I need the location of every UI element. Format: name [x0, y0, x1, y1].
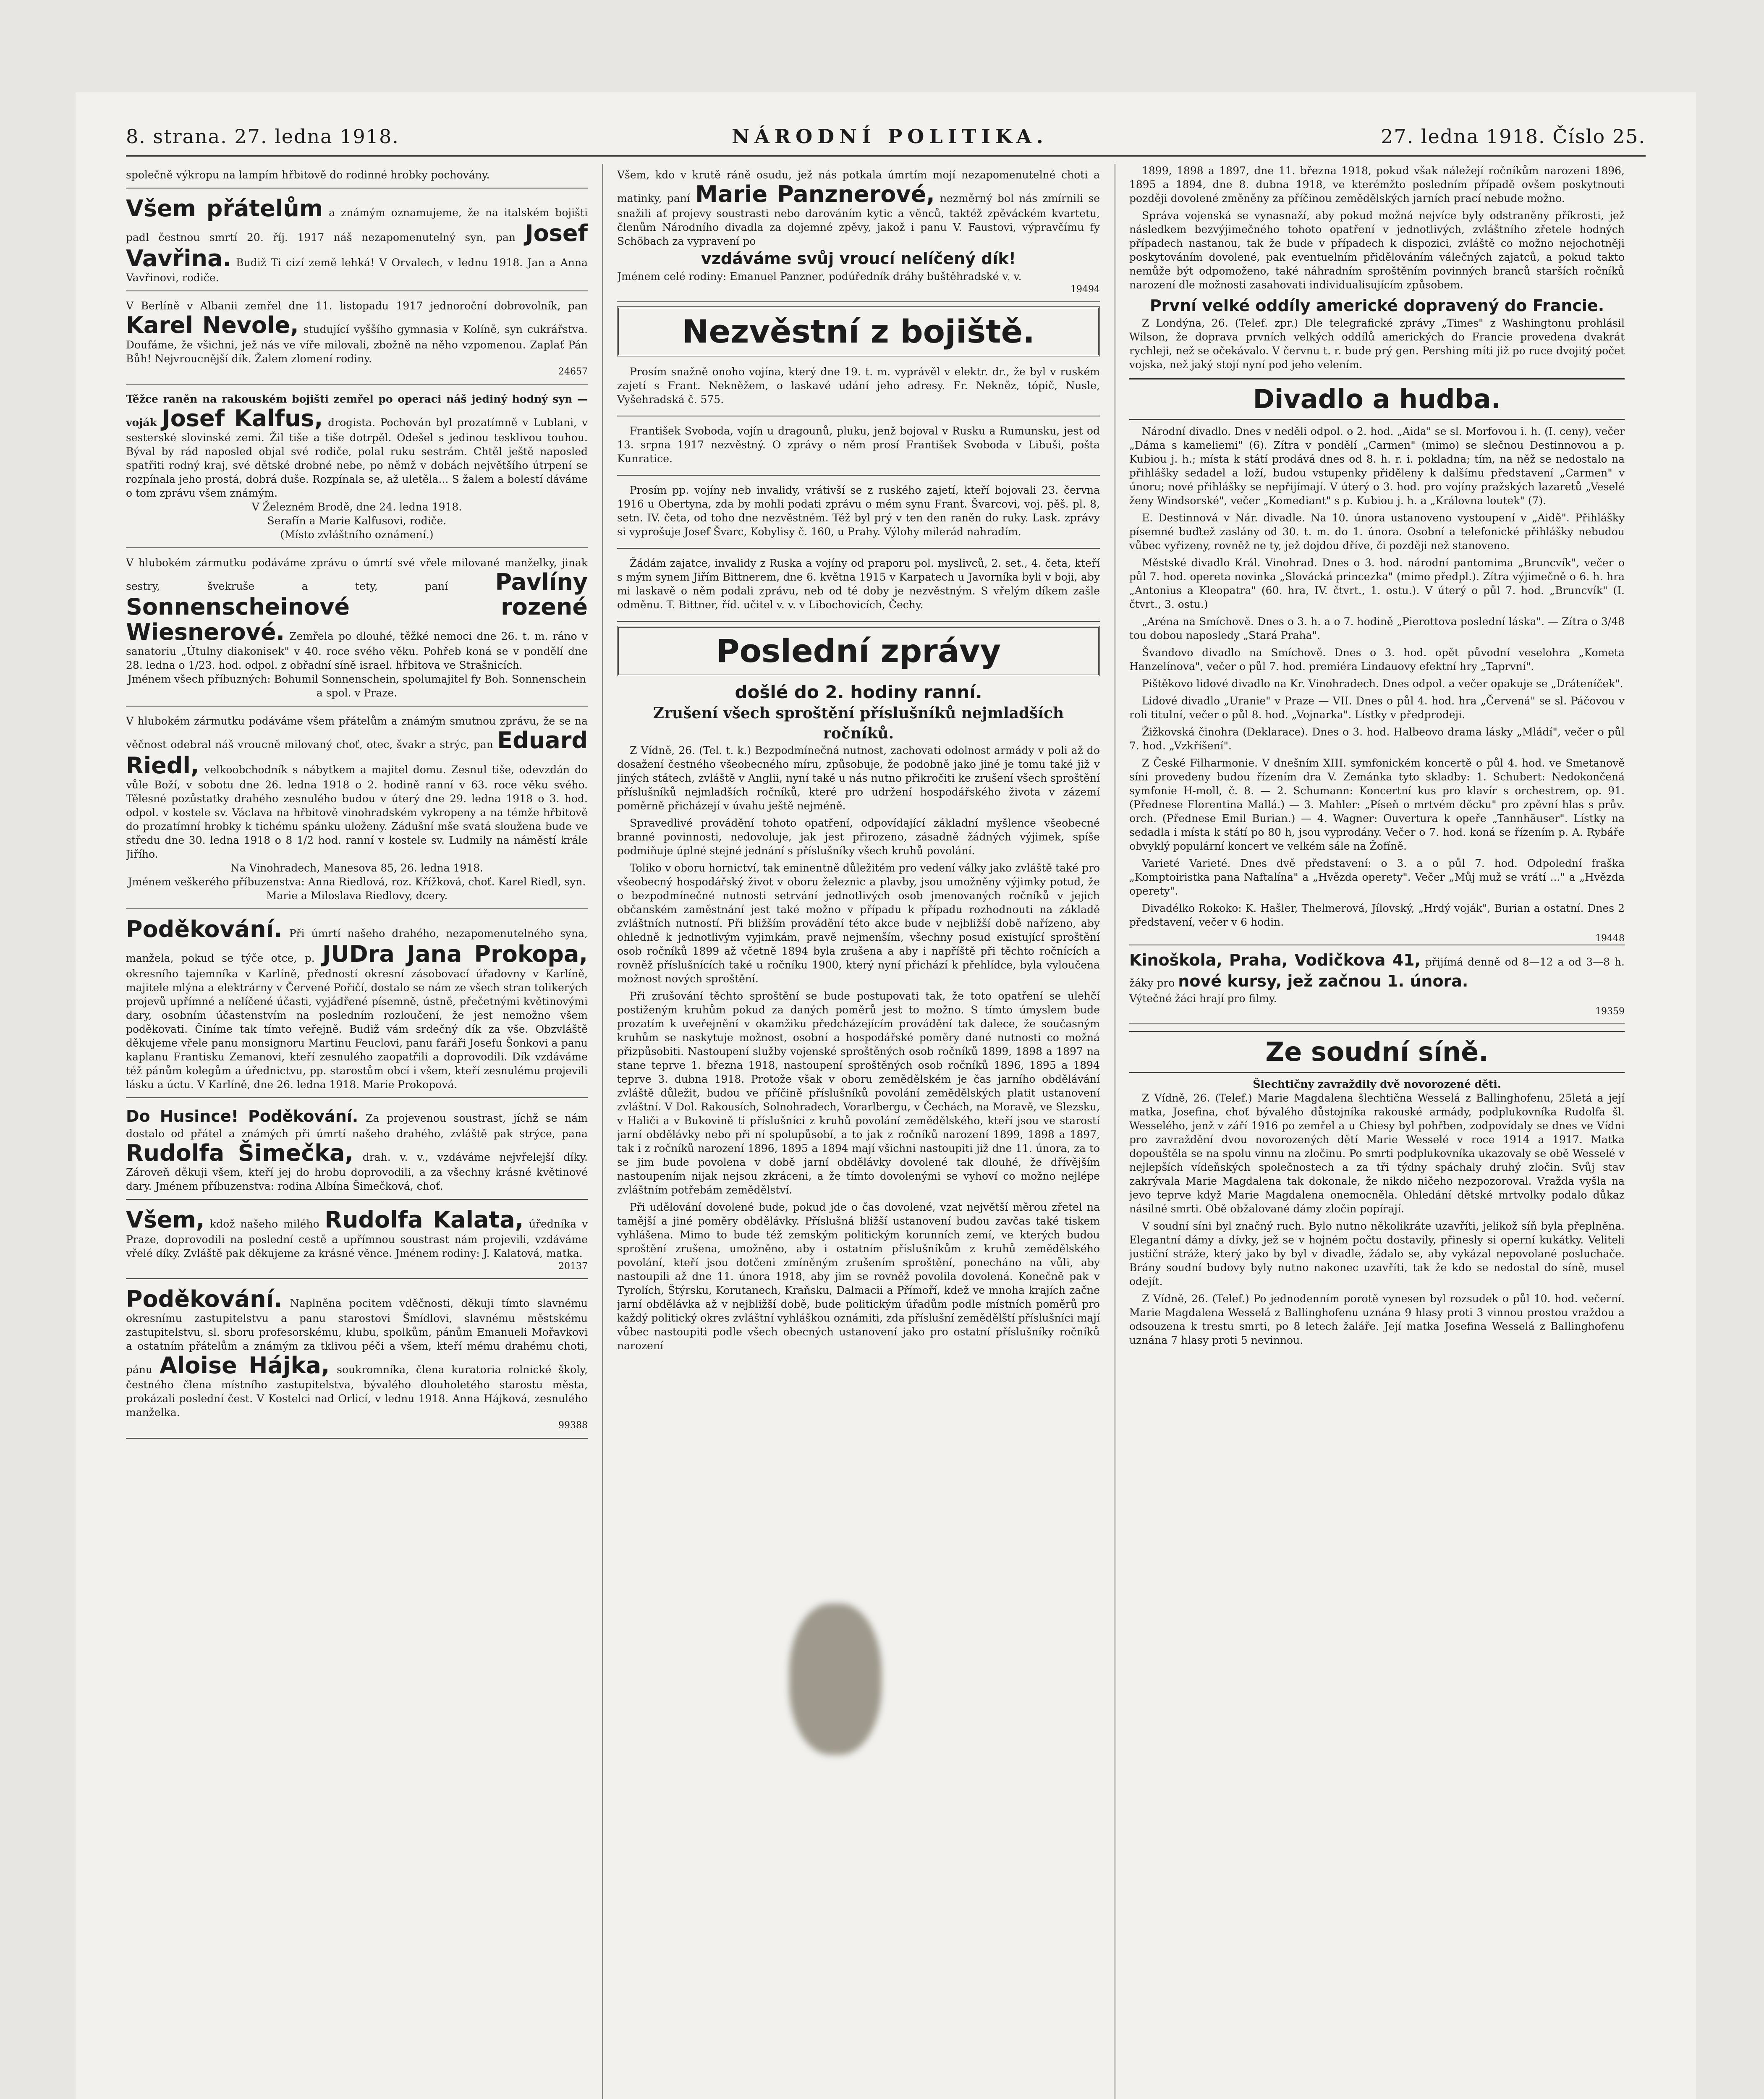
thanks-text: soukromníka, člena kuratoria rolnické školy, čestného člena místního zastupitelstva, bývalého dlouholetého starostu města, prokázali poslední čest. — [126, 1364, 588, 1405]
missing-notice — [617, 479, 1100, 549]
thanks-notice — [126, 1203, 588, 1279]
column-3 — [1129, 164, 1625, 2099]
obituary — [126, 388, 588, 548]
section-headline: Poslední zprávy — [716, 632, 1001, 670]
thanks-notice — [617, 164, 1100, 302]
obituary-signature: Serafín a Marie Kalfusovi, rodiče. — [267, 514, 447, 527]
article-paragraph: Správa vojenská se vynasnaží, aby pokud možná nejvíce byly odstraněny příkrosti, jež následkem bezvýjimečného tohoto opatření v jednotlivých, zvláštního zřetele hodných případech nastanou, tak že bude v případech k dispozici, zvláště co možno nejochotněji poskytováním dovolené, pak eventuelním přidělováním válečných zajatců, a pokud takto nemůže být odpomoženo, také náhradním sproštěním povinných branců starších ročníků narození dle možnosti zasahovati individualisujícím způsobem. — [1129, 209, 1625, 291]
thanks-text: úředníka v Praze, doprovodili na poslední cestě a upřímnou soustrast nám projevili, vzdáváme vřelé díky. Zvláště pak děkujeme za krásné věnce. — [126, 1218, 588, 1259]
obituary-text: velkoobchodník s nábytkem a majitel domu. Zesnul tiše, odevzdán do vůle Boží, v sobotu dne 26. ledna 1918 o 2. hodině ranní v 63. roce věku svého. Tělesné pozůstatky drahého zesnulého budou v úterý dne 29. ledna 1918 o 3. hod. odpol. v kostele sv. Václava na hřbitově vinohradském vykropeny a na témže hřbitově do prozatímní hrobky k tichému spánku uloženy. Zádušní mše svatá sloužena bude ve středu dne 30. ledna 1918 o 8 1/2 hod. ranní v kostele sv. Ludmily na náměstí krále Jiřího. — [126, 763, 588, 860]
theatre-listing: Švandovo divadlo na Smíchově. Dnes o 3. hod. opět původní veselohra „Kometa Hanzelínova", večer o půl 7. hod. premiéra Lindauovy efektní hry „Taprvní". — [1129, 646, 1625, 673]
theatre-listing: „Aréna na Smíchově. Dnes o 3. h. a o 7. hodině „Pierottova poslední láska". — Zítra o 3/48 tou dobou naposledy „Stará Praha". — [1129, 615, 1625, 641]
thanks-signature: Jménem rodiny: J. Kalatová, matka. — [395, 1247, 583, 1259]
obituary-text: drogista. Pochován byl prozatímně v Lublani, v sesterské slovinské zemi. Žil tiše a tiše dotrpěl. Odešel s jedinou tesklivou touhou. Býval by rád naposled objal své rodiče, polal ruku sestrám. Chtěl ještě naposled spatřiti rodný kraj, své dětské drobné nebe, po němž v dobách největšího útrpení se rozpínala jeho prostá, dobrá duše. Rozpínala se, až uletěla... S žalem a bolestí dáváme o tom zprávu všem známým. — [126, 416, 588, 499]
missing-text: Prosím snažně onoho vojína, který dne 19. t. m. vyprávěl v elektr. dr., že byl v ruském zajetí s Frant. Nekněžem, o laskavé udání jeho adresy. Fr. Nekněz, tópič, Nusle, Vyšehradská č. 575. — [617, 366, 1100, 406]
missing-text: František Svoboda, vojín u dragounů, pluku, jenž bojoval v Rusku a Rumunsku, jest od 13. srpna 1917 nezvěstný. O zprávy o něm prosí František Svoboda v Libuši, pošta Kunratice. — [617, 425, 1100, 465]
thanks-text: Naplněna pocitem vděčnosti, děkuji tímto slavnému okresnímu zastupitelstvu a panu starostovi Šmídlovi, slavnému městskému zastupitelstvu, sl. sboru profesorskému, klubu, spolkům, pánům Emanueli Mořavkovi a ostatním přátelům a známým za tklivou péči a všem, kteří mému drahému choti, pánu — [126, 1297, 588, 1376]
section-headline: Divadlo a hudba. — [1129, 378, 1625, 420]
newspaper-page — [76, 92, 1696, 2099]
thanks-signature: Jménem celé rodiny: Emanuel Panzner, podúředník dráhy buštěhradské v. v. — [617, 270, 1022, 283]
article-paragraph: V soudní síni byl značný ruch. Bylo nutno několikráte uzavříti, jelikož síň byla přeplněna. Elegantní dámy a dívky, jež se v hojném počtu dostavily, přinesly si operní kukátky. Veliteli justiční stráže, který jako by byl v divadle, žádalo se, aby vykázal nepovolané posluchače. Brány soudní budovy byly nutno nakonec uzavříti, tak že kdo se nedostal do síně, musel odejít. — [1129, 1220, 1625, 1288]
article-paragraph: Spravedlivé provádění tohoto opatření, odpovídající základní myšlence všeobecné branné povinnosti, nedovoluje, jak jest přirozeno, zásadně žádných výjimek, spíše podmiňuje úplné stejné jednání s příslušníky všech kruhů povolání. — [617, 817, 1100, 857]
ink-stain — [789, 1604, 882, 1755]
column-divider — [602, 164, 603, 2099]
theatre-listing: Z České Filharmonie. V dnešním XIII. symfonickém koncertě o půl 4. hod. ve Smetanově síni provedeny budou řízením dra V. Zemánka tyto skladby: 1. Schubert: Nedokončená symfonie H-moll, č. 8. — 2. Schumann: Koncertní kus pro klavír s orchestrem, op. 91. (Přednese Florentina Mallá.) — 3. Mahler: „Píseň o mrtvém děcku" pro zpěvní hlas s prův. orch. (Přednese Emil Burian.) — 4. Wagner: Ouvertura k opeře „Tannhäuser". Lístky na sedadla i místa k státí po 80 h, jsou vyprodány. Večer o 7. hod. koná se řízením p. A. Rybáře obvyklý populární koncert ve velkém sále na Žofíně. — [1129, 756, 1625, 852]
obituary-text: Zemřela po dlouhé, těžké nemoci dne 26. t. m. ráno v sanatoriu „Útulny diakonisek" v 40. roce svého věku. Pohřeb koná se v pondělí dne 28. ledna o 1/23. hod. odpol. z obřadní síně israel. hřbitova ve Strašnicích. — [126, 630, 588, 672]
article-paragraph: Z Londýna, 26. (Telef. zpr.) Dle telegrafické zprávy „Times" z Washingtonu prohlásil Wilson, že doprava prvních velkých oddílů amerických do Francie provedena dvakrát rychleji, než se očekávalo. V červnu t. r. bude prý gen. Pershing míti již po ruce dvojitý počet vojska, než jaký stojí nyní pod jeho velením. — [1129, 317, 1625, 371]
header-left: 8. strana. 27. ledna 1918. — [126, 125, 399, 148]
article-paragraph: Při zrušování těchto sproštění se bude postupovati tak, že toto opatření se ulehčí postiženým kruhům pokud za daných poměrů jest to možno. S tímto úmyslem bude prozatím k uveřejnění v okamžiku předcházejícím provádění tak dalece, že současným kruhům se naskytuje možnost, osobní a hospodářské poměry dané nutnosti co možná přizpůsobiti. Nastoupení služby vojenské sproštěných osob ročníků 1899, 1898 a 1897 na stane teprve 1. března 1918, nastoupení sproštěných osob ročníků 1896, 1895 a 1894 teprve 3. dubna 1918. Protože však v oboru zemědělském je čas jarního obdělávání zvláště důležit, budou ve příčině příslušníků povolání zemědělských platit ustanovení zvláštní. V Dol. Rakousích, Solnohradech, Vorarlbergu, v Čechách, na Moravě, ve Slezsku, v Haliči a v Bukovině ti příslušníci z kruhů povolání zemědělského, kteří jsou ve starostí jarní obdělávky nebo při ní spolupůsobí, a to jak z ročníků narození 1899, 1898 a 1897, tak i z ročníků narození 1896, 1895 a 1894 mají všichni nastoupiti již dne 11. února, za to se jim bude povolena v době jarní obdělávky dovolené tak dlouhé, že dřívějším nastoupením nijak nejsou zkráceni, a že tímto dovolenými se vyhoví co možno nejlépe zvláštním potřebám zemědělství. — [617, 990, 1100, 1196]
theatre-listing: Národní divadlo. Dnes v neděli odpol. o 2. hod. „Aida" se sl. Morfovou i. h. (I. ceny), večer „Dáma s kameliemi" (6). Zítra v pondělí „Carmen" (mimo) se slečnou Destinnovou a p. Kubiou j. h.; místa k státí prodává dnes od 8. h. r. i. pokladna; tím, na něž se nedostalo na přihlášky sedadel a loží, budou vstupenky přiděleny k dalšímu představení „Carmen" v únoru; nové přihlášky se nepřijímají. V úterý o 3. hod. pro vojíny pražských lazaretů „Veselé ženy Windsorské", večer „Komediant" s p. Kubiou j. h. a „Královna loutek" (7). — [1129, 425, 1625, 507]
obituary-text: a známým oznamujeme, že na italském bojišti padl čestnou smrtí 20. říj. 1917 náš nezapomenutelný syn, pan — [126, 207, 588, 244]
header-right: 27. ledna 1918. Číslo 25. — [1381, 125, 1646, 148]
obituary — [126, 164, 588, 188]
ad-code: 99388 — [558, 1420, 588, 1431]
article-paragraph: Při udělování dovolené bude, pokud jde o čas dovolené, vzat největší měrou zřetel na tamější a jiné poměry obdělávky. Příslušná bližší ustanovení budou zavčas také tiskem vyhlášena. Mimo to bude též zemským politickým korunních zemí, ve kterých budou sproštění zrušena, umožněno, aby i ostatním příslušníkům z kruhů zemědělského povolání, kteří jsou dotčeni zmíněným zrušením sproštění, ponecháno na vůli, aby nastoupili až dne 11. února 1918, aby jim se rovněž povolila dovolená. Konečně pak v Tyrolích, Štýrsku, Korutanech, Kraňsku, Dalmacii a Přímoří, kdež ve mnoha krajích začne jarní obdělávka až v nejbližší době, bude politickým úřadům podle místních poměrů pro každý politický okres zvláštní vyhláškou oznámiti, zda příslušní zemědělští příslušníci mají vůbec nastoupiti podle všech obecných ustanovení jako pro ostatní příslušníky ročníků narození — [617, 1201, 1100, 1352]
obituary-name: Josef Vavřina. — [126, 220, 588, 272]
missing-notice — [617, 361, 1100, 416]
thanks-text: kdož našeho milého — [210, 1218, 319, 1230]
thanks-signature: Marie Prokopová. — [363, 1078, 458, 1091]
theatre-listing: Lidové divadlo „Uranie" v Praze — VII. Dnes o půl 4. hod. hra „Červená" se sl. Páčovou v roli titulní, večer o půl 8. hod. „Vojnarka". Lístky v předprodeji. — [1129, 694, 1625, 721]
theatre-listing: Městské divadlo Král. Vinohrad. Dnes o 3. hod. národní pantomima „Bruncvík", večer o půl 7. hod. opereta novinka „Slovácká princezka" (mimo předpl.). Zítra výjimečně o 6. h. hra „Antonius a Kleopatra" (60. hra, IV. čtvrt., 1. ostu.). V úterý o půl 7. hod. „Bruncvík" (I. čtvrt., 3. ostu.) — [1129, 556, 1625, 610]
theatre-listing: Divadélko Rokoko: K. Hašler, Thelmerová, Jílovský, „Hrdý voják", Burian a ostatní. Dnes 2 představení, večer v 6 hodin. — [1129, 902, 1625, 928]
obituary-signature: Jménem veškerého příbuzenstva: Anna Riedlová, roz. Křížková, choť. Karel Riedl, syn. Marie a Miloslava Riedlovy, dcery. — [128, 875, 586, 902]
thanks-text: drah. v. v., vzdáváme nejvřelejší díky. Zároveň děkuji všem, kteří jej do hrobu doprovodili, a za všechny krásné květinové dary. — [126, 1151, 588, 1193]
article-headline: Zrušení všech sproštění příslušníků nejmladších ročníků. — [653, 704, 1064, 742]
cinema-text: přijímá denně od 8—12 a od 3—8 h. žáky pro — [1129, 956, 1625, 989]
missing-text: Žádám zajatce, invalidy z Ruska a vojíny od praporu pol. myslivců, 2. set., 4. četa, kteří s mým synem Jiřím Bittnerem, dne 6. května 1915 v Karpatech u Javorníka byli v boji, aby mi laskavě o něm podali zprávu, neb od té doby je nezvěstným. S vřelým díkem zašle odměnu. T. Bittner, říd. učitel v. v. v Libochovicích, Čechy. — [617, 557, 1100, 611]
ad-code: 20137 — [558, 1261, 588, 1272]
theatre-listing: E. Destinnová v Nár. divadle. Na 10. února ustanoveno vystoupení v „Aidě". Přihlášky písemné buďtež zaslány od 30. t. m. do 1. února. Osobní a telefonické přihlášky nebudou vůbec vyřizeny, rovněž ne ty, jež dojdou dříve, či později než stanoveno. — [1129, 511, 1625, 552]
cinema-name: Kinoškola, Praha, Vodičkova 41, — [1129, 951, 1421, 970]
missing-notice — [617, 552, 1100, 622]
thanks-text: okresního tajemníka v Karlíně, předností okresní zásobovací úřadovny v Karlíně, majitele mlýna a elektrárny v Červené Pořičí, dostalo se nám ze všech stran tolikerých projevů upřímné a nelíčené účasti, vyjádřené písemně, ústně, přečetnými květinovými dary, osobním účastenstvím na posledním rozloučení, že jest nemožno všem poděkovati. Činíme tak tímto veřejně. Budiž vám srdečný dík za vše. Obzvláště děkujeme vřele panu monsignoru Martinu Feuclovi, panu faráři Josefu Šonkovi a panu kaplanu Frantisku Zemanovi, kteří zesnulého zaopatřili a doprovodili. Dík vzdáváme též pánům kolegům a úřednictvu, pp. starostům obcí i všem, kteří zesnulému projevili lásku a úctu. — [126, 967, 588, 1091]
obituary — [126, 192, 588, 291]
article-headline: Šlechtičny zavraždily dvě novorozené děti. — [1253, 1078, 1501, 1091]
article-paragraph: 1899, 1898 a 1897, dne 11. března 1918, pokud však náležejí ročníkům narozeni 1896, 1895 a 1894, dne 8. dubna 1918, ve kterémžto posledním případě ovšem poskytnouti později dovolené změněny za příčinou zemědělských jarních prací nebude možno. — [1129, 165, 1625, 204]
ad-code: 24657 — [558, 366, 588, 377]
thanks-signature: Jménem příbuzenstva: rodina Albína Šimečková, choť. — [155, 1180, 443, 1193]
obituary-name: Karel Nevole, — [126, 312, 299, 339]
cinema-note: Výtečné žáci hrají pro filmy. — [1129, 992, 1277, 1005]
thanks-notice — [126, 1102, 588, 1200]
thanks-text: Při úmrtí našeho drahého, nezapomenutelného syna, manžela, pokud se týče otce, p. — [126, 927, 588, 965]
thanks-text: Všem, kdo v krutě ráně osudu, jež nás potkala úmrtím mojí nezapomenutelné choti a matinky, paní — [617, 169, 1100, 204]
thanks-name: JUDra Jana Prokopa, — [322, 941, 588, 968]
thanks-name: Rudolfa Kalata, — [325, 1207, 524, 1233]
thanks-name: Marie Panznerové, — [695, 181, 935, 207]
ad-code: 19448 — [1595, 933, 1625, 944]
obituary — [126, 710, 588, 909]
latest-news-banner — [617, 626, 1100, 676]
obituary-text: V hlubokém zármutku podáváme všem přátelům a známým smutnou zprávu, že se na věčnost odebral náš vroucně milovaný choť, otec, švakr a strýc, pan — [126, 715, 588, 751]
obituary-lead: Všem přátelům — [126, 195, 323, 222]
page-header — [126, 118, 1646, 157]
obituary-text: Budiž Ti cizí země lehká! V Orvalech, v lednu 1918. Jan a Anna Vavřinovi, rodiče. — [126, 256, 588, 284]
article-headline: První velké oddíly americké dopravený do Francie. — [1149, 296, 1604, 315]
obituary-text: V Berlíně v Albanii zemřel dne 11. listopadu 1917 jednoroční dobrovolník, pan — [126, 300, 588, 312]
obituary-text: Těžce raněn na rakouském bojišti zemřel po operaci náš jediný hodný syn — voják — [126, 393, 588, 429]
obituary-name: Eduard Riedl, — [126, 727, 588, 779]
thanks-lead: Všem, — [126, 1207, 205, 1233]
theatre-listing: Pištěkovo lidové divadlo na Kr. Vinohradech. Dnes odpol. a večer opakuje se „Dráteníček". — [1142, 677, 1623, 690]
thanks-notice — [126, 1282, 588, 1439]
section-headline: Nezvěstní z bojiště. — [682, 312, 1035, 350]
obituary — [126, 552, 588, 707]
article-paragraph: Z Vídně, 26. (Telef.) Marie Magdalena šlechtična Wesselá z Ballinghofenu, 25letá a její matka, Josefina, choť bývalého důstojníka rakouské armády, podplukovníka Rudolfa šl. Wesselého, jenž v září 1916 po zemřel a u Chiesy byl pohřben, zodpovídaly se dnes ve Vídni pro zavraždění dvou novorozených dětí Marie Wesselé v roce 1914 a 1917. Matka dopouštěla se na spolu vinnu na zločinu. Po smrti podplukovníka ukazovaly se obě Wesselé v nejlepších vídeňských společnostech a za tři týdny spáchaly druhý zločin. Svůj stav zakrývala Marie Magdalena tak dokonale, že nikdo ničeho nezpozoroval. Vražda vyšla na jevo teprve když Marie Magdalena onemocněla. Ohledání dětské mrtvolky podalo důkaz násilné smrti. Obě obžalované dámy zločin popírají. — [1129, 1092, 1625, 1215]
thanks-name: Aloise Hájka, — [159, 1352, 330, 1379]
missing-section — [617, 306, 1100, 357]
article-paragraph: Z Vídně, 26. (Tel. t. k.) Bezpodmínečná nutnost, zachovati odolnost armády v poli až do dosažení čestného všeobecného míru, způsobuje, že podobně jako jiné je tomu také již v jiných státech, zvláště v Anglii, nyní také u nás nutno přikročiti ke zrušení všech sproštění příslušníků nejmladších ročníků, které pro udržení hospodářského života v zázemí poměrně přicházejí v úvahu ještě nejméně. — [617, 744, 1100, 812]
obituary-text: V hlubokém zármutku podáváme zprávu o úmrtí své vřele milované manželky, jinak sestry, švekruše a tety, paní — [126, 556, 588, 592]
thanks-place: V Karlíně, dne 26. ledna 1918. — [197, 1078, 360, 1091]
obituary-text: společně výkropu na lampím hřbitově do rodinné hrobky pochovány. — [126, 169, 490, 181]
cinema-headline: nové kursy, jež začnou 1. února. — [1178, 972, 1468, 991]
obituary-place: Na Vinohradech, Manesova 85, 26. ledna 1918. — [230, 861, 484, 874]
obituary — [126, 295, 588, 384]
thanks-text: Za projevenou soustrast, jíchž se nám dostalo od přátel a známých při úmrtí našeho drahého, zvláště pak strýce, pana — [126, 1112, 588, 1140]
thanks-line: vzdáváme svůj vroucí nelíčený dík! — [701, 249, 1016, 268]
missing-text: Prosím pp. vojíny neb invalidy, vrátivší se z ruského zajetí, kteří bojovali 23. června 1916 u Obertyna, zda by mohli podati zprávu o mém synu Frant. Švarcovi, voj. pěš. pl. 8, setn. IV. četa, od toho dne nezvěstném. Též byl prý v ten den raněn do ruky. Lask. zprávy si vyprošuje Josef Švarc, Kobylisy č. 160, u Prahy. Výlohy milerád nahradím. — [617, 484, 1100, 538]
newspaper-title: NÁRODNÍ POLITIKA. — [732, 125, 1048, 148]
obituary-signature: Jménem všech příbuzných: Bohumil Sonnenschein, spolumajitel fy Boh. Sonnenschein a spol. v Praze. — [127, 673, 586, 699]
thanks-lead: Poděkování. — [126, 916, 283, 942]
cinema-ad — [1129, 945, 1625, 1024]
thanks-notice — [126, 913, 588, 1098]
ad-code: 19494 — [1070, 284, 1100, 295]
article-paragraph: Toliko v oboru hornictví, tak eminentně důležitém pro vedení války jako zvláště také pro všeobecný hospodářský život v oboru železnic a plavby, jsou umožněny výjimky potud, že o bezpodmínečné nutnosti setrvání jednotlivých osob jmenovaných ročníků v jejich občanském zaměstnání jest také možno v případu k případu rozhodnouti na základě zvláštních nutností. Při bližším provádění této akce bude v nejbližší době nařízeno, aby ohledně k jednotlivým vyjimkám, pravě nejmenším, všechny posud existující sproštění osob ročníků 1899 až včetně 1894 byla zrušena a aby i napříště při těchto ročnících a rovněž příslušnících také u ročníku 1900, který nyní přichází k přehlídce, byla vyloučena možnost nových sproštění. — [617, 862, 1100, 985]
theatre-listing: Varieté Varieté. Dnes dvě představení: o 3. a o půl 7. hod. Odpolední fraška „Komptoiristka pana Naftalína" a „Hvězda operety". Večer „Můj muž se vrátí ..." a „Hvězda operety". — [1129, 857, 1625, 897]
thanks-name: Rudolfa Šimečka, — [126, 1139, 353, 1166]
obituary-text: studující vyššího gymnasia v Kolíně, syn cukrářstva. Doufáme, že všichni, jež nás ve víře milovali, zbožně na něho vzpomenou. Zaplať Pán Bůh! Nejvroucnější dík. Žalem zlomení rodiny. — [126, 323, 588, 365]
thanks-place: V Kostelci nad Orlicí, v lednu 1918. Anna Hájková, zesnulého manželka. — [126, 1392, 588, 1419]
article-paragraph: Z Vídně, 26. (Telef.) Po jednodenním porotě vynesen byl rozsudek o půl 10. hod. večerní. Marie Magdalena Wesselá z Ballinghofenu uznána 9 hlasy proti 3 vinnou prostou vraždou a odsouzena k trestu smrti, po 8 letech žaláře. Její matka Josefina Wesselá z Ballinghofenu uznána 7 hlasy proti 5 nevinnou. — [1129, 1293, 1625, 1347]
obituary-name: Josef Kalfus, — [162, 405, 323, 432]
obituary-place: V Železném Brodě, dne 24. ledna 1918. — [251, 500, 462, 513]
ad-code: 19359 — [1595, 1006, 1625, 1017]
theatre-listing: Žižkovská činohra (Deklarace). Dnes o 3. hod. Halbeovo drama lásky „Mládí", večer o půl 7. hod. „Vzkříšení". — [1129, 725, 1625, 752]
obituary-name: Pavlíny Sonnenscheinové rozené Wiesnerové. — [126, 568, 588, 645]
thanks-lead: Poděkování. — [126, 1285, 283, 1312]
missing-notice — [617, 420, 1100, 476]
obituary-note: (Místo zvláštního oznámení.) — [280, 528, 434, 541]
thanks-text: nezměrný bol nás zmírnili se snažili ať projevy soustrasti nebo darováním kytic a věnců, taktéž zpěváckém kvartetu, členům Národního divadla za dojemné zpěvy, jakož i panu V. Faustovi, výpravčímu fy Schöbach za vypravení po — [617, 192, 1100, 248]
column-2 — [617, 164, 1100, 2099]
column-1 — [126, 164, 588, 2099]
section-headline: Ze soudní síně. — [1129, 1031, 1625, 1073]
thanks-lead: Do Husince! Poděkování. — [126, 1107, 359, 1125]
news-subheading: došlé do 2. hodiny ranní. — [735, 681, 982, 702]
